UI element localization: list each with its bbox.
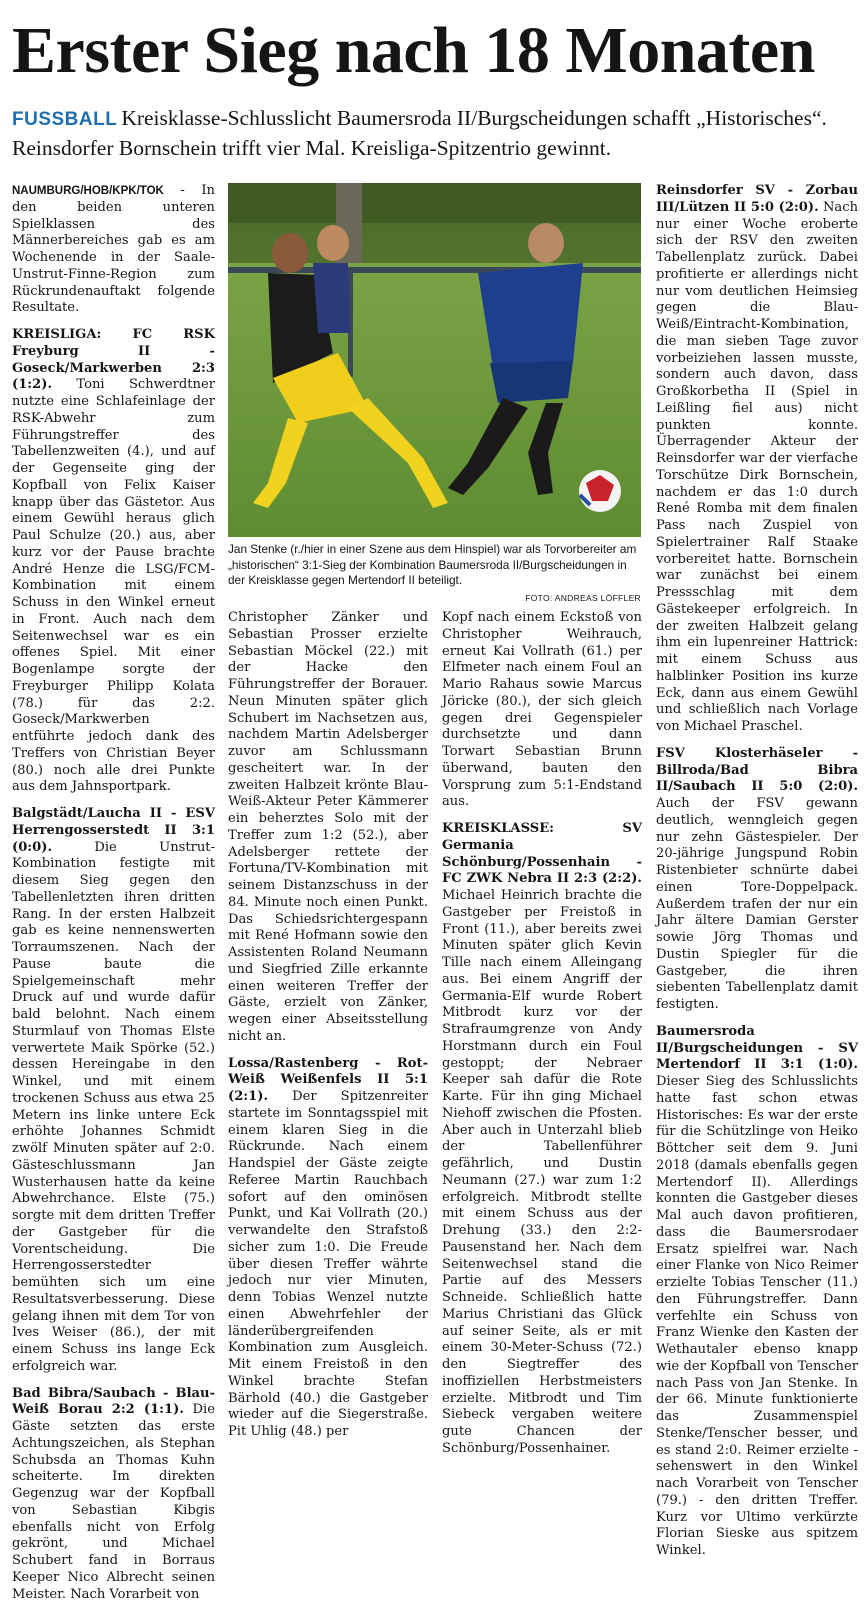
photo-caption xyxy=(228,542,641,589)
photo-credit-line xyxy=(228,590,641,607)
kicker: FUSSBALL xyxy=(12,109,118,130)
subhead-text: Kreisklasse-Schlusslicht Baumersroda II/Burgscheidungen schafft „Historisches“. Reinsdorfer Bornschein trifft vier Mal. Kreisliga-Spitzentrio gewinnt. xyxy=(12,106,827,160)
match-heading: FSV Klosterhäseler - Billroda/Bad Bibra II/Saubach II 5:0 (2:0). xyxy=(656,745,858,795)
report-schoenburg-nebra xyxy=(442,821,642,1458)
report-continuation xyxy=(228,610,428,1046)
match-text: Dieser Sieg des Schlusslichts hatte fast schon etwas Historisches: Es war der erste für die Schützlinge von Heiko Böttcher seit dem 9. Juni 2018 (damals ebenfalls gegen Mertendorf II). Allerdings konnten die Gastgeber dieses Mal auch davon profitieren, dass die Baumersrodaer Ersatz spielfrei war. Nach einer Flanke von Nico Reimer erzielte Tobias Tenscher (11.) den Führungstreffer. Dann verfehlte ein Schuss von Franz Wienke den Kasten der Wethautaler ebenso knapp wie der Kopfball von Tenscher nach Pass von Jan Stenke. In der 66. Minute funktionierte das Zusammenspiel Stenke/Tenscher besser, und es stand 2:0. Reimer erzielte - sehenswert in den Winkel nach Vorarbeit von Tenscher (79.) - den dritten Treffer. Kurz vor Ultimo verkürzte Florian Sieske aus spitzem Winkel. xyxy=(656,1074,858,1558)
subhead xyxy=(12,104,858,162)
report-baumersroda-mertendorf xyxy=(656,1024,858,1560)
intro-text: - In den beiden unteren Spielklassen des Männerbereiches gab es am Wochenende in der Saale-Unstrut-Finne-Region zum Rückrundenauftakt folgende Resultate. xyxy=(12,183,215,316)
match-text: Michael Heinrich brachte die Gastgeber per Freistoß in Front (11.), aber bereits zwei Minuten später glich Kevin Tille nach einem Alleingang aus. Bei einem Angriff der Germania-Elf wurde Robert Mitbrodt kurz vor der Strafraumgrenze von Andy Horstmann durch ein Foul gestoppt; der Nebraer Keeper sah dafür die Rote Karte. Für ihn ging Michael Niehoff zwischen die Pfosten. Aber auch in Unterzahl blieb der Tabellenführer gefährlich, und Dustin Neumann (27.) war zum 1:2 erfolgreich. Mitbrodt stellte mit einem Schuss aus der Drehung (33.) den 2:2-Pausenstand her. Nach dem Seitenwechsel stand die Partie auf des Messers Schneide. Schließlich hatte Marius Christiani das Glück auf seiner Seite, als er mit einem 30-Meter-Schuss (72.) den Siegtreffer des inoffiziellen Herbstmeisters erzielte. Mitbrodt und Tim Siebeck vergaben weitere gute Chancen der Schönburg/Possenhainer. xyxy=(442,888,642,1456)
match-text: Der Spitzenreiter startete im Sonntagsspiel mit einem klaren Sieg in die Rückrunde. Nach einem Handspiel der Gäste zeigte Referee Martin Rauchbach sofort auf den ominösen Punkt, und Kai Vollrath (20.) verwandelte den Strafstoß sicher zum 1:0. Die Freude über diesen Treffer währte jedoch nur vier Minuten, denn Tobias Wenzel nutzte einen Abwehrfehler der länderübergreifenden Kombination zum Ausgleich. Mit einem Freistoß in den Winkel brachte Stefan Bärhold (40.) die Gastgeber wieder auf die Siegerstraße. Pit Uhlig (48.) per xyxy=(228,1089,428,1439)
match-text: Christopher Zänker und Sebastian Prosser erzielte Sebastian Möckel (22.) mit der Hacke den Führungstreffer der Borauer. Neun Minuten später glich Schubert im Nachsetzen aus, nachdem Martin Adelsberger zuvor am Schlussmann gescheitert war. In der zweiten Halbzeit krönte Blau-Weiß-Akteur Peter Kämmerer ein beherztes Solo mit der Treffer zum 1:2 (52.), aber Adelsberger rettete der Fortuna/TV-Kombination mit seinem Distanzschuss in der 84. Minute noch einen Punkt. Das Schiedsrichtergespann mit René Hofmann sowie den Assistenten Roland Neumann und Siegfried Zille erkannte einen weiteren Treffer der Gäste, erzielt von Zänker, wegen einer Abseitsstellung nicht an. xyxy=(228,610,428,1044)
report-badbibra-borau xyxy=(12,1386,215,1604)
caption-text: Jan Stenke (r./hier in einer Szene aus dem Hinspiel) war als Torvorbereiter am „historischen“ 3:1-Sieg der Kombination Baumersroda II/Burgscheidungen in der Kreisklasse gegen Mertendorf II beteiligt. xyxy=(228,542,637,587)
football-scene-image xyxy=(228,183,641,537)
match-heading: Baumersroda II/Burgscheidungen - SV Mertendorf II 3:1 (1:0). xyxy=(656,1023,858,1073)
report-lossa-weissenfels xyxy=(228,1056,428,1441)
report-reinsdorf-zorbau xyxy=(656,183,858,736)
column-1 xyxy=(12,183,215,1613)
match-heading: KREISLIGA: FC RSK Freyburg II - Goseck/Markwerben 2:3 (1:2). xyxy=(12,327,215,393)
match-text: Auch der FSV gewann deutlich, wenngleich gegen nur zehn Gästespieler. Der 20-jährige Jungspund Robin Ristenbieter schnürte dabei einen Tore-Doppelpack. Außerdem trafen der nur ein Jahr ältere Damian Gerster sowie Jörg Thomas und Dustin Spiegler für die Gastgeber, die ihren siebenten Tabellenplatz damit festigten. xyxy=(656,796,858,1012)
report-continuation xyxy=(442,610,642,811)
column-2 xyxy=(228,610,428,1451)
match-text: Nach nur einer Woche eroberte sich der RSV den zweiten Tabellenplatz zurück. Dabei profitierte er allerdings nicht nur vom deutlichen Heimsieg gegen die Blau-Weiß/Eintracht-Kombination, die man sieben Tage zuvor vorbeiziehen lassen musste, sondern auch davon, dass Großkorbetha II (Spiel in Leißling fiel aus) nicht punkten konnte. Überragender Akteur der Reinsdorfer war der vierfache Torschütze Dirk Bornschein, nachdem er das 1:0 durch René Romba mit dem finalen Pass nach Zuspiel von Spielertrainer Ralf Staake vorbereitet hatte. Bornschein war zunächst bei einem Pressschlag mit dem Gästekeeper erfolgreich. In der zweiten Halbzeit gelang ihm ein lupenreiner Hattrick: mit einem Schuss aus halblinker Position ins kurze Eck, dann aus einem Gewühl und schließlich nach Vorlage von Michael Praschel. xyxy=(656,199,858,734)
match-heading: Balgstädt/Laucha II - ESV Herrengosserstedt II 3:1 (0:0). xyxy=(12,806,215,855)
intro-paragraph xyxy=(12,183,215,317)
report-balgstaedt-herrengosserstedt xyxy=(12,806,215,1376)
match-heading: Bad Bibra/Saubach - Blau-Weiß Borau 2:2 (1:1). xyxy=(12,1385,215,1418)
match-heading: Lossa/Rastenberg - Rot-Weiß Weißenfels II 5:1 (2:1). xyxy=(228,1055,428,1104)
match-photo xyxy=(228,183,641,537)
report-freyburg-goseck xyxy=(12,327,215,796)
match-text: Toni Schwerdtner nutzte eine Schlafeinlage der RSK-Abwehr zum Führungstreffer des Tabellenzweiten (4.), und auf der Gegenseite ging der Kopfball von Felix Kaiser knapp über das Gästetor. Aus einem Gewühl heraus glich Paul Schulze (20.) aus, aber kurz vor der Pause brachte André Henze die LSG/FCM-Kombination mit einem Schuss in den Winkel erneut in Front. Auch nach dem Seitenwechsel war es ein offenes Spiel. Mit einer Bogenlampe sorgte der Freyburger Philipp Kolata (78.) für das 2:2. Goseck/Markwerben entführte jedoch dank des Treffers von Christian Beyer (80.) noch alle drei Punkte aus dem Jahnsportpark. xyxy=(12,377,215,795)
match-heading: KREISKLASSE: SV Germania Schönburg/Possenhain - FC ZWK Nebra II 2:3 (2:2). xyxy=(442,821,642,887)
match-heading: Reinsdorfer SV - Zorbau III/Lützen II 5:0 (2:0). xyxy=(656,183,858,215)
column-3 xyxy=(442,610,642,1468)
match-text: Die Gäste setzten das erste Achtungszeichen, als Stephan Schubsda an Thomas Kuhn scheiterte. Im direkten Gegenzug war der Kopfball von Sebastian Kibgis ebenfalls nicht von Erfolg gekrönt, und Michael Schubert fand in Borraus Keeper Nico Albrecht seinen Meister. Nach Vorarbeit von xyxy=(12,1402,215,1602)
match-text: Die Unstrut-Kombination festigte mit diesem Sieg gegen den Tabellenletzten ihren dritten Rang. In der ersten Halbzeit gab es keine nennenswerten Torraumszenen. Nach der Pause baute die Spielgemeinschaft mehr Druck auf und wurde dafür bald belohnt. Nach einem Sturmlauf von Thomas Elste verwertete Maik Spörke (52.) dessen Hereingabe in den Winkel, und mit einem trockenen Schuss aus etwa 25 Metern ins linke untere Eck erhöhte Johannes Schmidt zwölf Minuten später auf 2:0. Gästeschlussmann Jan Wusterhausen hatte da keine Abwehrchance. Elste (75.) sorgte mit dem dritten Treffer der Gastgeber für die Vorentscheidung. Die Herrengosserstedter bemühten sich um eine Resultatsverbesserung. Diese gelang ihnen mit dem Tor von Ives Weiser (86.), der mit einem Schuss ins lange Eck erfolgreich war. xyxy=(12,839,215,1374)
photo-credit: FOTO: ANDREAS LÖFFLER xyxy=(525,593,641,603)
headline: Erster Sieg nach 18 Monaten xyxy=(12,14,815,87)
dateline: NAUMBURG/HOB/KPK/TOK xyxy=(12,185,164,197)
match-text: Kopf nach einem Eckstoß von Christopher Weihrauch, erneut Kai Vollrath (61.) per Elfmeter nach einem Foul an Mario Rahaus sowie Marcus Jöricke (80.), der sich gleich gegen drei Gegenspieler durchsetzte und dann Torwart Sebastian Brunn überwand, bauten den Vorsprung zum 5:1-Endstand aus. xyxy=(442,610,642,810)
column-4 xyxy=(656,183,858,1570)
report-klosterhaeseler-billroda xyxy=(656,746,858,1014)
